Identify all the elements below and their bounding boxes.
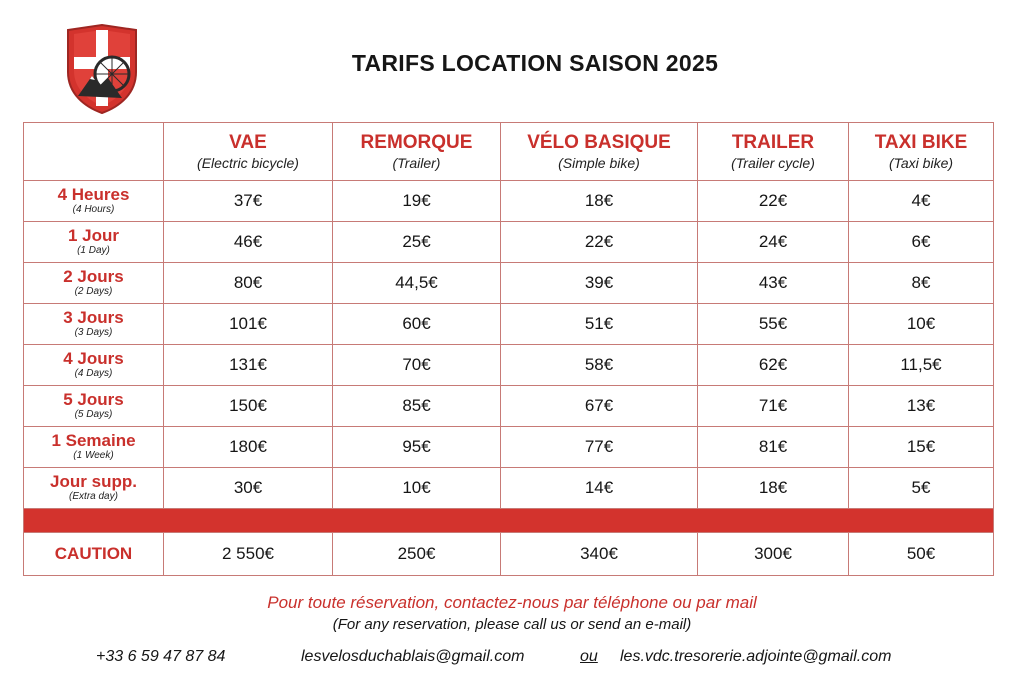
row-subtitle: (Extra day) <box>69 491 118 502</box>
column-subtitle: (Electric bicycle) <box>197 154 299 171</box>
caution-row <box>24 533 994 576</box>
price-value: 18€ <box>584 191 614 210</box>
price-cell <box>849 181 994 222</box>
price-cell <box>333 263 501 304</box>
price-cell <box>164 427 333 468</box>
row-label-cell <box>24 386 164 427</box>
price-value: 71€ <box>758 396 788 415</box>
price-cell <box>164 263 333 304</box>
caution-price-cell <box>501 533 698 576</box>
price-cell <box>698 468 849 509</box>
caution-value: 300€ <box>754 544 792 563</box>
price-value: 11,5€ <box>900 355 942 374</box>
price-cell <box>333 222 501 263</box>
price-value: 131€ <box>229 355 267 374</box>
caution-price-cell <box>333 533 501 576</box>
table-row <box>24 181 994 222</box>
row-subtitle: (4 Days) <box>74 368 113 379</box>
price-cell <box>333 181 501 222</box>
caution-value: 340€ <box>580 544 618 563</box>
price-value: 51€ <box>584 314 614 333</box>
column-title: VÉLO BASIQUE <box>527 131 671 153</box>
price-value: 43€ <box>758 273 788 292</box>
price-cell <box>501 345 698 386</box>
column-title: TAXI BIKE <box>874 131 968 153</box>
price-cell <box>698 222 849 263</box>
price-value: 22€ <box>758 191 788 210</box>
caution-value: 2 550€ <box>222 544 274 563</box>
reservation-notice-fr: Pour toute réservation, contactez-nous par téléphone ou par mail <box>267 593 757 612</box>
row-label-cell <box>24 181 164 222</box>
row-label-cell <box>24 222 164 263</box>
price-cell <box>501 468 698 509</box>
price-cell <box>698 386 849 427</box>
price-value: 4€ <box>911 191 931 210</box>
price-value: 5€ <box>911 478 931 497</box>
row-title: Jour supp. <box>50 472 137 491</box>
price-value: 25€ <box>402 232 431 251</box>
column-title: TRAILER <box>731 131 815 153</box>
price-value: 70€ <box>402 355 431 374</box>
price-cell <box>333 345 501 386</box>
club-logo <box>64 24 140 114</box>
price-value: 13€ <box>906 396 936 415</box>
row-title: 4 Jours <box>63 349 124 368</box>
separator-band <box>24 509 994 533</box>
row-subtitle: (1 Week) <box>73 450 114 461</box>
price-value: 77€ <box>584 437 614 456</box>
price-cell <box>501 427 698 468</box>
price-cell <box>849 427 994 468</box>
table-row <box>24 222 994 263</box>
column-header-trailer <box>698 123 849 181</box>
price-cell <box>698 181 849 222</box>
price-value: 55€ <box>758 314 788 333</box>
price-value: 44,5€ <box>395 273 438 292</box>
price-cell <box>164 386 333 427</box>
table-row <box>24 345 994 386</box>
price-value: 22€ <box>584 232 614 251</box>
price-value: 150€ <box>229 396 267 415</box>
caution-price-cell <box>164 533 333 576</box>
cycling-club-shield-icon <box>64 24 140 114</box>
price-value: 81€ <box>758 437 788 456</box>
row-title: 3 Jours <box>63 308 124 327</box>
table-row <box>24 468 994 509</box>
row-subtitle: (1 Day) <box>77 245 110 256</box>
column-header-vae <box>164 123 333 181</box>
row-subtitle: (2 Days) <box>74 286 113 297</box>
column-header-velo-basique <box>501 123 698 181</box>
price-value: 6€ <box>911 232 931 251</box>
price-value: 85€ <box>402 396 431 415</box>
price-value: 62€ <box>758 355 788 374</box>
price-cell <box>849 386 994 427</box>
price-cell <box>501 304 698 345</box>
price-cell <box>501 263 698 304</box>
row-title: 5 Jours <box>63 390 124 409</box>
price-value: 95€ <box>402 437 431 456</box>
price-value: 37€ <box>233 191 263 210</box>
table-row <box>24 427 994 468</box>
row-subtitle: (4 Hours) <box>72 204 115 215</box>
price-cell <box>501 181 698 222</box>
phone-number[interactable]: +33 6 59 47 87 84 <box>96 648 226 665</box>
price-cell <box>333 427 501 468</box>
price-cell <box>849 304 994 345</box>
row-subtitle: (5 Days) <box>74 409 113 420</box>
column-title: VAE <box>229 131 267 153</box>
price-cell <box>849 263 994 304</box>
price-value: 8€ <box>911 273 931 292</box>
price-cell <box>501 222 698 263</box>
price-cell <box>698 304 849 345</box>
row-label-cell <box>24 345 164 386</box>
price-cell <box>164 345 333 386</box>
price-cell <box>849 345 994 386</box>
caution-price-cell <box>698 533 849 576</box>
price-value: 60€ <box>402 314 431 333</box>
contact-separator: ou <box>580 648 598 665</box>
separator-band-cell <box>24 509 994 533</box>
price-cell <box>698 427 849 468</box>
column-header-remorque <box>333 123 501 181</box>
pricing-table <box>23 122 994 576</box>
price-value: 58€ <box>584 355 614 374</box>
caution-value: 250€ <box>397 544 436 563</box>
row-label-cell <box>24 468 164 509</box>
reservation-notice-en: (For any reservation, please call us or send an e-mail) <box>332 616 692 633</box>
price-cell <box>849 468 994 509</box>
price-value: 180€ <box>229 437 267 456</box>
page-title: TARIFS LOCATION SAISON 2025 <box>351 50 719 76</box>
price-cell <box>333 386 501 427</box>
price-value: 14€ <box>584 478 614 497</box>
table-row <box>24 263 994 304</box>
price-value: 10€ <box>402 478 431 497</box>
column-subtitle: (Trailer cycle) <box>731 154 815 171</box>
price-cell <box>333 468 501 509</box>
price-cell <box>501 386 698 427</box>
price-value: 24€ <box>758 232 788 251</box>
table-row <box>24 304 994 345</box>
table-row <box>24 386 994 427</box>
price-value: 15€ <box>906 437 936 456</box>
row-title: 4 Heures <box>57 185 130 204</box>
price-value: 101€ <box>229 314 267 333</box>
price-value: 67€ <box>584 396 614 415</box>
price-value: 30€ <box>233 478 263 497</box>
column-subtitle: (Trailer) <box>392 154 441 171</box>
header-corner-cell <box>24 123 164 181</box>
caution-label-cell <box>24 533 164 576</box>
column-subtitle: (Simple bike) <box>558 154 640 171</box>
price-value: 18€ <box>758 478 788 497</box>
table-header-row <box>24 123 994 181</box>
row-title: 1 Semaine <box>51 431 136 450</box>
price-value: 10€ <box>906 314 936 333</box>
price-cell <box>333 304 501 345</box>
price-value: 19€ <box>402 191 431 210</box>
email-link-secondary[interactable]: les.vdc.tresorerie.adjointe@gmail.com <box>620 648 892 665</box>
price-cell <box>164 304 333 345</box>
row-label-cell <box>24 427 164 468</box>
email-link-primary[interactable]: lesvelosduchablais@gmail.com <box>301 648 525 665</box>
caution-label: CAUTION <box>54 544 133 563</box>
price-cell <box>849 222 994 263</box>
row-label-cell <box>24 263 164 304</box>
price-value: 46€ <box>233 232 263 251</box>
column-header-taxi-bike <box>849 123 994 181</box>
caution-value: 50€ <box>906 544 936 563</box>
price-cell <box>698 263 849 304</box>
row-title: 1 Jour <box>67 226 120 245</box>
price-cell <box>164 468 333 509</box>
price-value: 39€ <box>584 273 614 292</box>
price-value: 80€ <box>233 273 263 292</box>
row-title: 2 Jours <box>63 267 124 286</box>
column-subtitle: (Taxi bike) <box>888 154 954 171</box>
price-cell <box>698 345 849 386</box>
row-label-cell <box>24 304 164 345</box>
caution-price-cell <box>849 533 994 576</box>
row-subtitle: (3 Days) <box>74 327 113 338</box>
price-cell <box>164 222 333 263</box>
price-cell <box>164 181 333 222</box>
column-title: REMORQUE <box>360 131 473 153</box>
